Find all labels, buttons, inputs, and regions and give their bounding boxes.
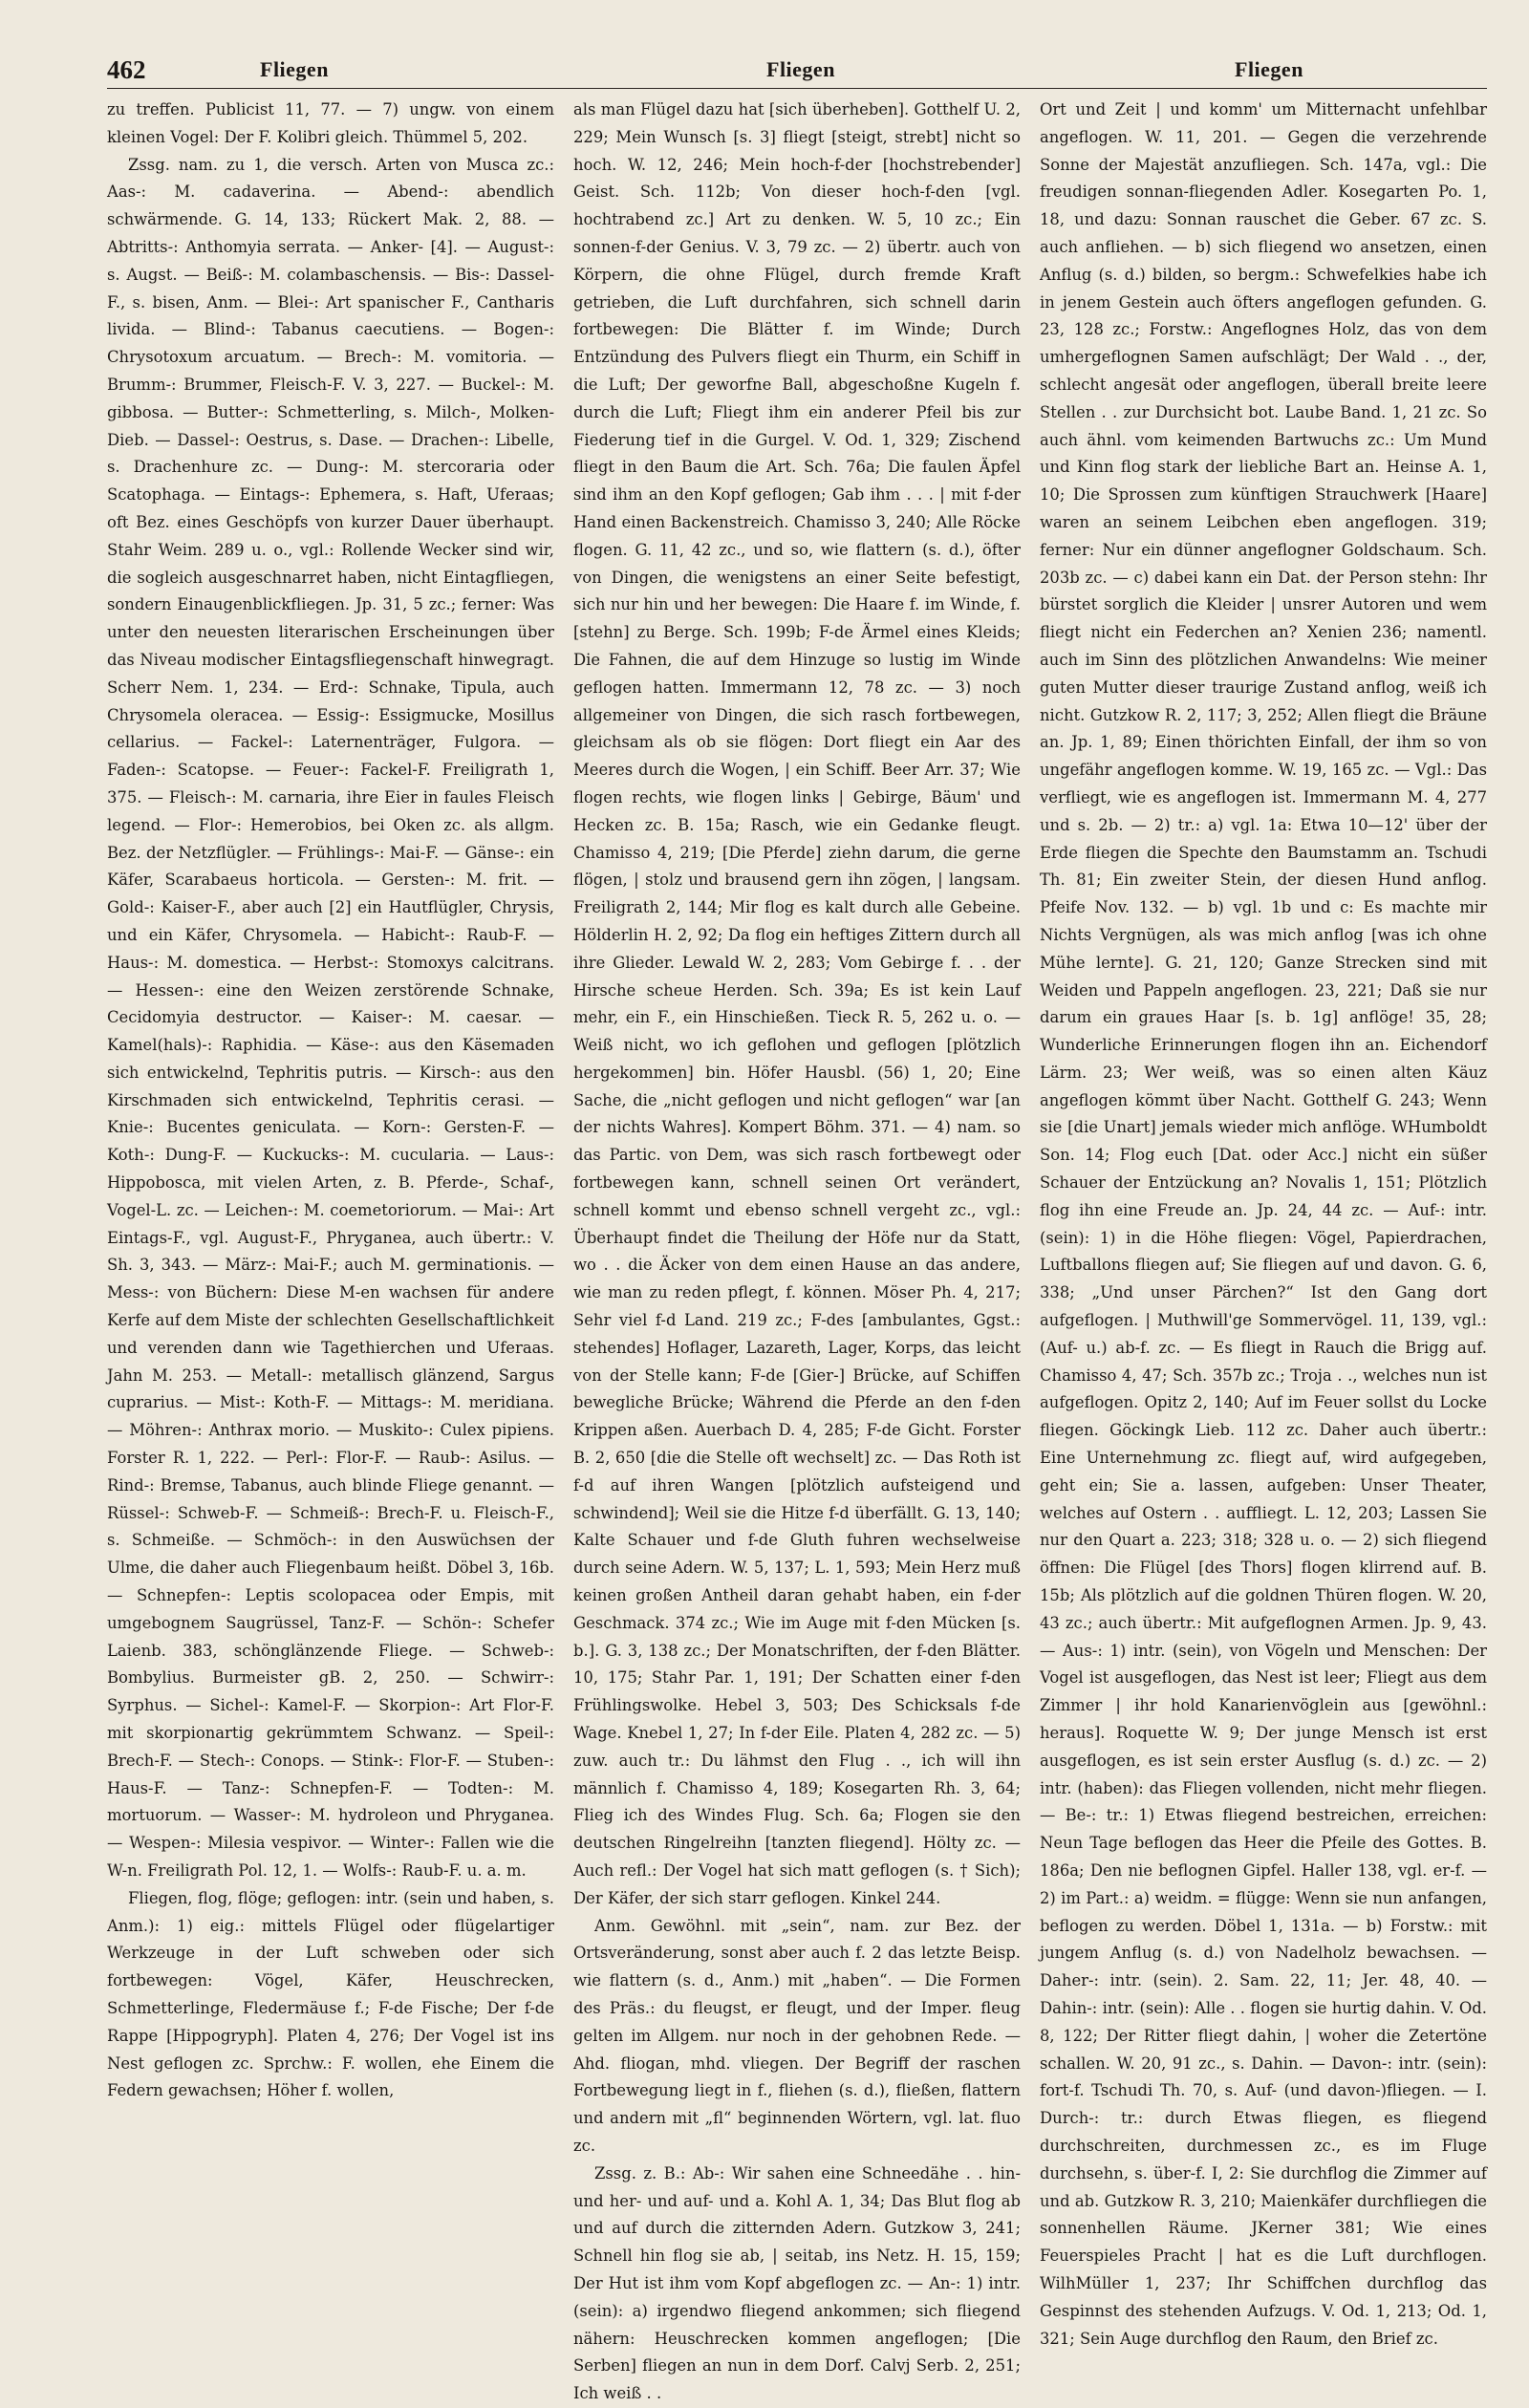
paragraph: Fliegen, flog, flöge; geflogen: intr. (sein und haben, s. Anm.): 1) eig.: mittels Flügel oder flügelartiger Werkzeuge in der Luft schweben oder sich fortbewegen: Vögel, Käfer, Heuschrecken, Schmetterlinge, Fledermäuse f.; F-de Fische; Der f-de Rappe [Hippogryph]. Platen 4, 276; Der Vogel ist ins Nest geflogen zc. Sprchw.: F. wollen, ehe Einem die Federn gewachsen; Höher f. wollen, xyxy=(107,1888,554,2100)
paragraph: Ort und Zeit | und komm' um Mitternacht unfehlbar angeflogen. W. 11, 201. — Gegen die verzehrende Sonne der Majestät anzufliegen. Sch. 147a, vgl.: Die freudigen sonnan-fliegenden Adler. Kosegarten Po. 1, 18, und dazu: Sonnan rauschet die Geber. 67 zc. S. auch anfliehen. — b) sich fliegend wo ansetzen, einen Anflug (s. d.) bilden, so bergm.: Schwefelkies habe ich in jenem Gestein auch öfters angeflogen gefunden. G. 23, 128 zc.; Forstw.: Angeflognes Holz, das von dem umhergeflognen Samen aufschlägt; Der Wald . ., der, schlecht angesät oder angeflogen, überall breite leere Stellen . . zur Durchsicht bot. Laube Band. 1, 21 zc. So auch ähnl. vom keimenden Bartwuchs zc.: Um Mund und Kinn flog stark der liebliche Bart an. Heinse A. 1, 10; Die Sprossen zum künftigen Strauchwerk [Haare] waren an seinem Leibchen eben angeflogen. 319; ferner: Nur ein dünner angeflogner Goldschaum. Sch. 203b zc. — c) dabei kann ein Dat. der Person stehn: Ihr bürstet sorglich die Kleider | unsrer Autoren und wem fliegt nicht ein Federchen an? Xenien 236; namentl. auch im Sinn des plötzlichen Anwandelns: Wie meiner guten Mutter dieser traurige Zustand anflog, weiß ich nicht. Gutzkow R. 2, 117; 3, 252; Allen fliegt die Bräune an. Jp. 1, 89; Einen thörichten Einfall, der ihm so von ungefähr angeflogen komme. W. 19, 165 zc. — Vgl.: Das verfliegt, wie es angeflogen ist. Immermann M. 4, 277 und s. 2b. — 2) tr.: a) vgl. 1a: Etwa 10—12' über der Erde fliegen die Spechte den Baumstamm an. Tschudi Th. 81; Ein zweiter Stein, der diesen Hund anflog. Pfeife Nov. 132. — b) vgl. 1b und c: Es machte mir Nichts Vergnügen, als was mich anflog [was ich ohne Mühe lernte]. G. 21, 120; Ganze Strecken sind mit Weiden und Pappeln angeflogen. 23, 221; Daß sie nur darum ein graues Haar [s. b. 1g] anflöge! 35, 28; Wunderliche Erinnerungen flogen ihn an. Eichendorf Lärm. 23; Wer weiß, was so einen alten Käuz angeflogen kömmt über Nacht. Gotthelf G. 243; Wenn sie [die Unart] jemals wieder mich anflöge. WHumboldt Son. 14; Flog euch [Dat. oder Acc.] nicht ein süßer Schauer der Entzückung an? Novalis 1, 151; Plötzlich flog ihn eine Freude an. Jp. 24, 44 zc. — Auf-: intr. (sein): 1) in die Höhe fliegen: Vögel, Papierdrachen, Luftballons fliegen auf; Sie fliegen auf und davon. G. 6, 338; „Und unser Pärchen?“ Ist den Gang dort aufgeflogen. | Muthwill'ge Sommervögel. 11, 139, vgl.: (Auf- u.) ab-f. zc. — Es fliegt in Rauch die Brigg auf. Chamisso 4, 47; Sch. 357b zc.; Troja . ., welches nun ist aufgeflogen. Opitz 2, 140; Auf im Feuer sollst du Locke fliegen. Göckingk Lieb. 112 zc. Daher auch übertr.: Eine Unternehmung zc. fliegt auf, wird aufgegeben, geht ein; Sie a. lassen, aufgeben: Unser Theater, welches auf Ostern . . auffliegt. L. 12, 203; Lassen Sie nur den Quart a. 223; 318; 328 u. o. — 2) sich fliegend öffnen: Die Flügel [des Thors] flogen klirrend auf. B. 15b; Als plötzlich auf die goldnen Thüren flogen. W. 20, 43 zc.; auch übertr.: Mit aufgeflognen Armen. Jp. 9, 43. — Aus-: 1) intr. (sein), von Vögeln und Menschen: Der Vogel ist ausgeflogen, das Nest ist leer; Fliegt aus dem Zimmer | ihr hold Kanarienvöglein aus [gewöhnl.: heraus]. Roquette W. 9; Der junge Mensch ist erst ausgeflogen, es ist sein erster Ausflug (s. d.) zc. — 2) intr. (haben): das Fliegen vollenden, nicht mehr fliegen. — Be-: tr.: 1) Etwas fliegend bestreichen, erreichen: Neun Tage beflogen das Heer die Pfeile des Gottes. B. 186a; Den nie beflognen Gipfel. Haller 138, vgl. er-f. — 2) im Part.: a) weidm. = flügge: Wenn sie nun anfangen, beflogen zu werden. Döbel 1, 131a. — b) Forstw.: mit jungem Anflug (s. d.) von Nadelholz bewachsen. — Daher-: intr. (sein). 2. Sam. 22, 11; Jer. 48, 40. — Dahin-: intr. (sein): Alle . . flogen sie hurtig dahin. V. Od. 8, 122; Der Ritter fliegt dahin, | woher die Zetertöne schallen. W. 20, 91 zc., s. Dahin. — Davon-: intr. (sein): fort-f. Tschudi Th. 70, s. Auf- (und davon-)fliegen. — I. Durch-: tr.: durch Etwas fliegen, es fliegend durchschreiten, durchmessen zc., es im Fluge durchsehn, s. über-f. I, 2: Sie durchflog die Zimmer auf und ab. Gutzkow R. 3, 210; Maienkäfer durchfliegen die sonnenhellen Räume. JKerner 381; Wie eines Feuerspieles Pracht | hat es die Luft durchflogen. WilhMüller 1, 237; Ihr Schiffchen durchflog das Gespinnst des stehenden Aufzugs. V. Od. 1, 213; Od. 1, 321; Sein Auge durchflog den Raum, den Brief zc. xyxy=(1040,100,1487,2348)
running-head-middle: Fliegen xyxy=(766,57,835,81)
paragraph: Anm. Gewöhnl. mit „sein“, nam. zur Bez. der Ortsveränderung, sonst aber auch f. 2 das letzte Beisp. wie flattern (s. d., Anm.) mit „haben“. — Die Formen des Präs.: du fleugst, er fleugt, und der Imper. fleug gelten im Allgem. nur noch in der gehobnen Rede. — Ahd. fliogan, mhd. vliegen. Der Begriff der raschen Fortbewegung liegt in f., fliehen (s. d.), fließen, flattern und andern mit „fl“ beginnenden Wörtern, vgl. lat. fluo zc. xyxy=(573,1916,1021,2155)
running-head-left: Fliegen xyxy=(260,57,329,81)
paragraph: zu treffen. Publicist 11, 77. — 7) ungw. von einem kleinen Vogel: Der F. Kolibri gleich. Thümmel 5, 202. xyxy=(107,100,554,146)
paragraph: Zssg. nam. zu 1, die versch. Arten von Musca zc.: Aas-: M. cadaverina. — Abend-: abendlich schwärmende. G. 14, 133; Rückert Mak. 2, 88. — Abtritts-: Anthomyia serrata. — Anker- [4]. — August-: s. Augst. — Beiß-: M. colambaschensis. — Bis-: Dassel-F., s. bisen, Anm. — Blei-: Art spanischer F., Cantharis livida. — Blind-: Tabanus caecutiens. — Bogen-: Chrysotoxum arcuatum. — Brech-: M. vomitoria. — Brumm-: Brummer, Fleisch-F. V. 3, 227. — Buckel-: M. gibbosa. — Butter-: Schmetterling, s. Milch-, Molken-Dieb. — Dassel-: Oestrus, s. Dase. — Drachen-: Libelle, s. Drachenhure zc. — Dung-: M. stercoraria oder Scatophaga. — Eintags-: Ephemera, s. Haft, Uferaas; oft Bez. eines Geschöpfs von kurzer Dauer überhaupt. Stahr Weim. 289 u. o., vgl.: Rollende Wecker sind wir, die sogleich ausgeschnarret haben, nicht Eintagfliegen, sondern Einaugenblickfliegen. Jp. 31, 5 zc.; ferner: Was unter den neuesten literarischen Erscheinungen über das Niveau modischer Eintagsfliegenschaft hinwegragt. Scherr Nem. 1, 234. — Erd-: Schnake, Tipula, auch Chrysomela oleracea. — Essig-: Essigmucke, Mosillus cellarius. — Fackel-: Laternenträger, Fulgora. — Faden-: Scatopse. — Feuer-: Fackel-F. Freiligrath 1, 375. — Fleisch-: M. carnaria, ihre Eier in faules Fleisch legend. — Flor-: Hemerobios, bei Oken zc. als allgm. Bez. der Netzflügler. — Frühlings-: Mai-F. — Gänse-: ein Käfer, Scarabaeus horticola. — Gersten-: M. frit. — Gold-: Kaiser-F., aber auch [2] ein Hautflügler, Chrysis, und ein Käfer, Chrysomela. — Habicht-: Raub-F. — Haus-: M. domestica. — Herbst-: Stomoxys calcitrans. — Hessen-: eine den Weizen zerstörende Schnake, Cecidomyia destructor. — Kaiser-: M. caesar. — Kamel(hals)-: Raphidia. — Käse-: aus den Käsemaden sich entwickelnd, Tephritis putris. — Kirsch-: aus den Kirschmaden sich entwickelnd, Tephritis cerasi. — Knie-: Bucentes geniculata. — Korn-: Gersten-F. — Koth-: Dung-F. — Kuckucks-: M. cucularia. — Laus-: Hippobosca, mit vielen Arten, z. B. Pferde-, Schaf-, Vogel-L. zc. — Leichen-: M. coemetoriorum. — Mai-: Art Eintags-F., vgl. August-F., Phryganea, auch übertr.: V. Sh. 3, 343. — März-: Mai-F.; auch M. germinationis. — Mess-: von Büchern: Diese M-en wachsen für andere Kerfe auf dem Miste der schlechten Gesellschaftlichkeit und verenden dann wie Tagethierchen und Uferaas. Jahn M. 253. — Metall-: metallisch glänzend, Sargus cuprarius. — Mist-: Koth-F. — Mittags-: M. meridiana. — Möhren-: Anthrax morio. — Muskito-: Culex pipiens. Forster R. 1, 222. — Perl-: Flor-F. — Raub-: Asilus. — Rind-: Bremse, Tabanus, auch blinde Fliege genannt. — Rüssel-: Schweb-F. — Schmeiß-: Brech-F. u. Fleisch-F., s. Schmeiße. — Schmöch-: in den Auswüchsen der Ulme, die daher auch Fliegenbaum heißt. Döbel 3, 16b. — Schnepfen-: Leptis scolopacea oder Empis, mit umgebognem Saugrüssel, Tanz-F. — Schön-: Schefer Laienb. 383, schönglänzende Fliege. — Schweb-: Bombylius. Burmeister gB. 2, 250. — Schwirr-: Syrphus. — Sichel-: Kamel-F. — Skorpion-: Art Flor-F. mit skorpionartig gekrümmtem Schwanz. — Speil-: Brech-F. — Stech-: Conops. — Stink-: Flor-F. — Stuben-: Haus-F. — Tanz-: Schnepfen-F. — Todten-: M. mortuorum. — Wasser-: M. hydroleon und Phryganea. — Wespen-: Milesia vespivor. — Winter-: Fallen wie die W-n. Freiligrath Pol. 12, 1. — Wolfs-: Raub-F. u. a. m. xyxy=(107,155,554,1880)
running-head-right: Fliegen xyxy=(1235,57,1303,81)
column-right xyxy=(1040,97,1487,2348)
paragraph: Zssg. z. B.: Ab-: Wir sahen eine Schneedähe . . hin- und her- und auf- und a. Kohl A. 1, 34; Das Blut flog ab und auf durch die zitternden Adern. Gutzkow 3, 241; Schnell hin flog sie ab, | seitab, ins Netz. H. 15, 159; Der Hut ist ihm vom Kopf abgeflogen zc. — An-: 1) intr. (sein): a) irgendwo fliegend ankommen; sich fliegend nähern: Heuschrecken kommen angeflogen; [Die Serben] fliegen an nun in dem Dorf. Calvj Serb. 2, 251; Ich weiß . . xyxy=(573,2163,1021,2403)
column-left xyxy=(107,97,554,2100)
column-middle xyxy=(573,97,1021,2403)
text-columns xyxy=(107,97,1487,2403)
page-header xyxy=(107,44,1487,89)
paragraph: als man Flügel dazu hat [sich überheben]. Gotthelf U. 2, 229; Mein Wunsch [s. 3] fliegt [steigt, strebt] nicht so hoch. W. 12, 246; Mein hoch-f-der [hochstrebender] Geist. Sch. 112b; Von dieser hoch-f-den [vgl. hochtrabend zc.] Art zu denken. W. 5, 10 zc.; Ein sonnen-f-der Genius. V. 3, 79 zc. — 2) übertr. auch von Körpern, die ohne Flügel, durch fremde Kraft getrieben, die Luft durchfahren, sich schnell darin fortbewegen: Die Blätter f. im Winde; Durch Entzündung des Pulvers fliegt ein Thurm, ein Schiff in die Luft; Der geworfne Ball, abgeschoßne Kugeln f. durch die Luft; Fliegt ihm ein anderer Pfeil bis zur Fiederung tief in die Gurgel. V. Od. 1, 329; Zischend fliegt in den Baum die Art. Sch. 76a; Die faulen Äpfel sind ihm an den Kopf geflogen; Gab ihm . . . | mit f-der Hand einen Backenstreich. Chamisso 3, 240; Alle Röcke flogen. G. 11, 42 zc., und so, wie flattern (s. d.), öfter von Dingen, die wenigstens an einer Seite befestigt, sich nur hin und her bewegen: Die Haare f. im Winde, f. [stehn] zu Berge. Sch. 199b; F-de Ärmel eines Kleids; Die Fahnen, die auf dem Hinzuge so lustig im Winde geflogen hatten. Immermann 12, 78 zc. — 3) noch allgemeiner von Dingen, die sich rasch fortbewegen, gleichsam als ob sie flögen: Dort fliegt ein Aar des Meeres durch die Wogen, | ein Schiff. Beer Arr. 37; Wie flogen rechts, wie flogen links | Gebirge, Bäum' und Hecken zc. B. 15a; Rasch, wie ein Gedanke fleugt. Chamisso 4, 219; [Die Pferde] ziehn darum, die gerne flögen, | stolz und brausend gern ihn zögen, | langsam. Freiligrath 2, 144; Mir flog es kalt durch alle Gebeine. Hölderlin H. 2, 92; Da flog ein heftiges Zittern durch all ihre Glieder. Lewald W. 2, 283; Vom Gebirge f. . . der Hirsche scheue Herden. Sch. 39a; Es ist kein Lauf mehr, ein F., ein Hinschießen. Tieck R. 5, 262 u. o. — Weiß nicht, wo ich geflohen und geflogen [plötzlich hergekommen] bin. Höfer Hausbl. (56) 1, 20; Eine Sache, die „nicht geflogen und nicht geflogen“ war [an der nichts Wahres]. Kompert Böhm. 371. — 4) nam. so das Partic. von Dem, was sich rasch fortbewegt oder fortbewegen kann, schnell seinen Ort verändert, schnell kommt und ebenso schnell vergeht zc., vgl.: Überhaupt findet die Theilung der Höfe nur da Statt, wo . . die Äcker von dem einen Hause an das andere, wie man zu reden pflegt, f. können. Möser Ph. 4, 217; Sehr viel f-d Land. 219 zc.; F-des [ambulantes, Ggst.: stehendes] Hoflager, Lazareth, Lager, Korps, das leicht von der Stelle kann; F-de [Gier-] Brücke, auf Schiffen bewegliche Brücke; Während die Pferde an den f-den Krippen aßen. Auerbach D. 4, 285; F-de Gicht. Forster B. 2, 650 [die die Stelle oft wechselt] zc. — Das Roth ist f-d auf ihren Wangen [plötzlich aufsteigend und schwindend]; Weil sie die Hitze f-d überfällt. G. 13, 140; Kalte Schauer und f-de Gluth fuhren wechselweise durch seine Adern. W. 5, 137; L. 1, 593; Mein Herz muß keinen großen Antheil daran gehabt haben, ein f-der Geschmack. 374 zc.; Wie im Auge mit f-den Mücken [s. b.]. G. 3, 138 zc.; Der Monatschriften, der f-den Blätter. 10, 175; Stahr Par. 1, 191; Der Schatten einer f-den Frühlingswolke. Hebel 3, 503; Des Schicksals f-de Wage. Knebel 1, 27; In f-der Eile. Platen 4, 282 zc. — 5) zuw. auch tr.: Du lähmst den Flug . ., ich will ihn männlich f. Chamisso 4, 189; Kosegarten Rh. 3, 64; Flieg ich des Windes Flug. Sch. 6a; Flogen sie den deutschen Ringelreihn [tanzten fliegend]. Hölty zc. — Auch refl.: Der Vogel hat sich matt geflogen (s. † Sich); Der Käfer, der sich starr geflogen. Kinkel 244. xyxy=(573,100,1021,1907)
page-number: 462 xyxy=(107,55,146,84)
